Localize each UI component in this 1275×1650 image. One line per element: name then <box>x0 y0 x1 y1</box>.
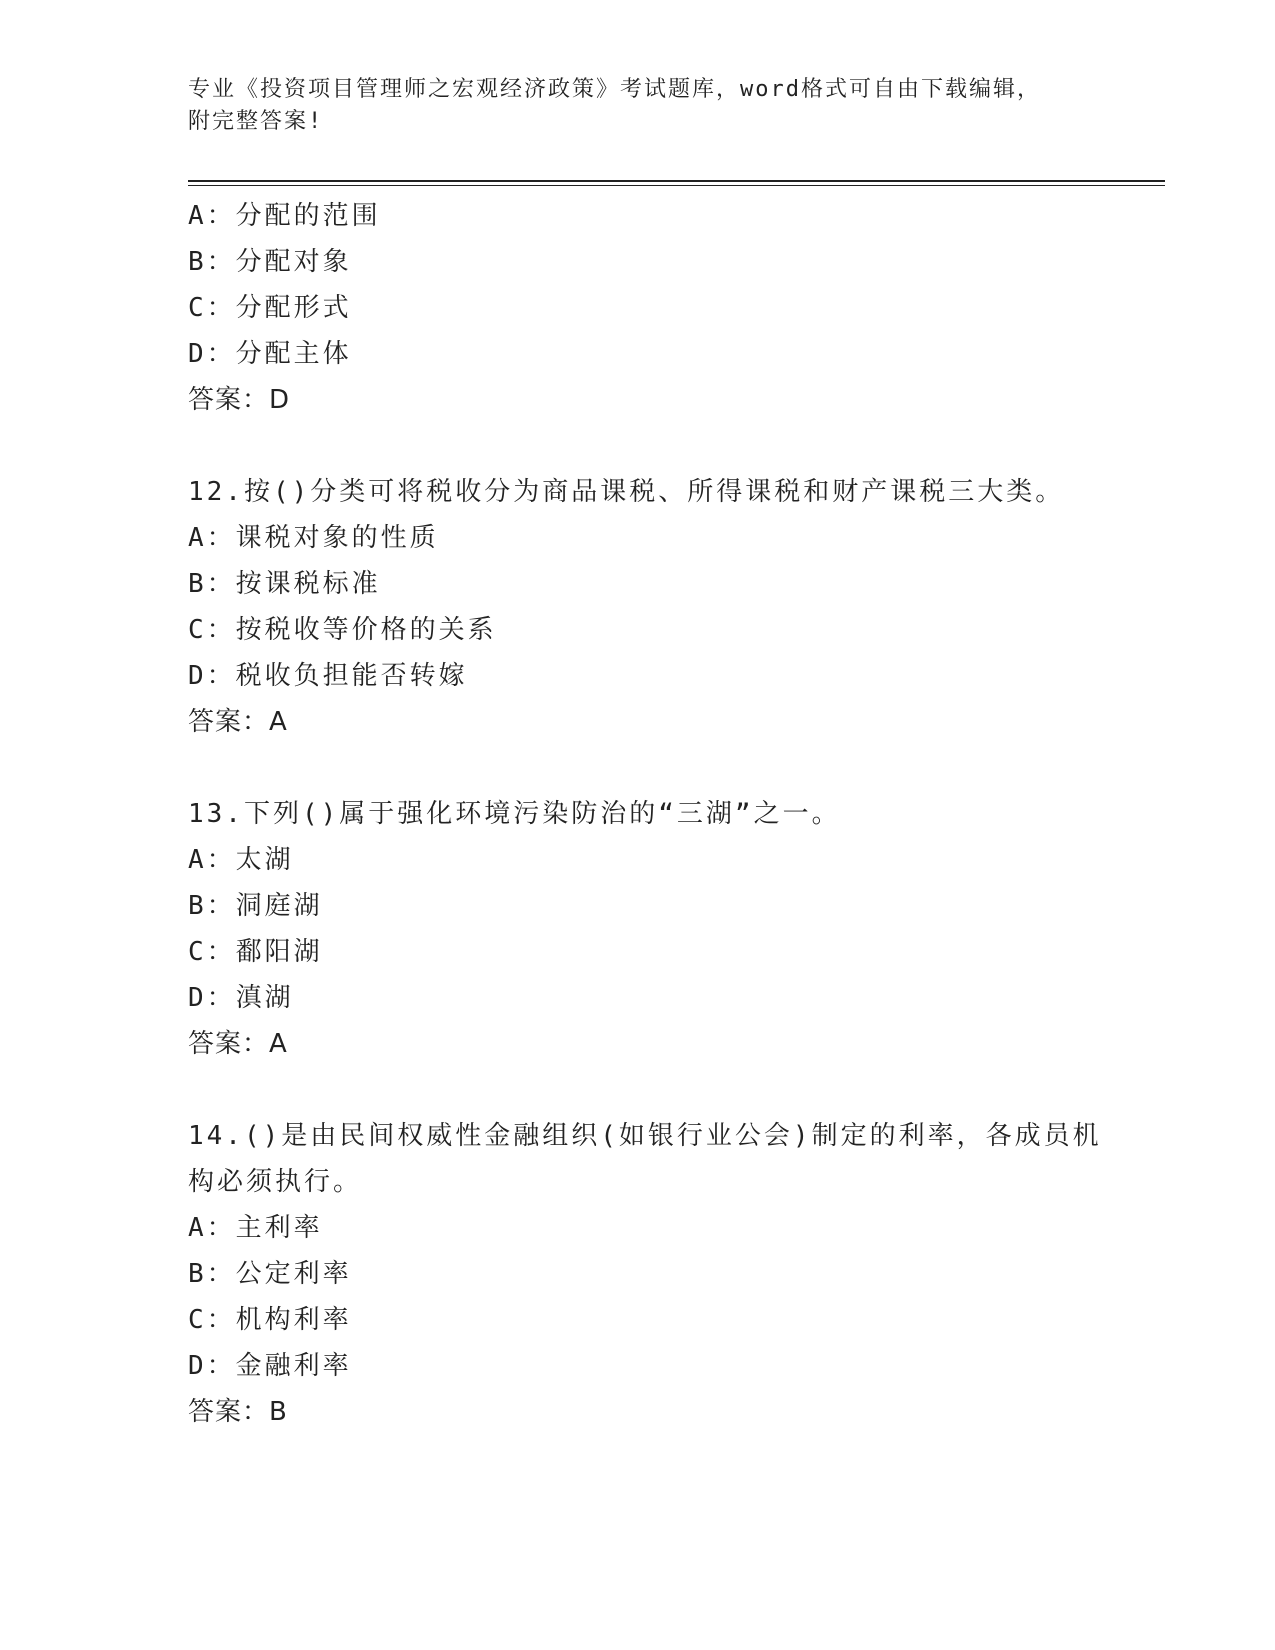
answer-line: 答案：D <box>188 385 291 415</box>
header-line-1: 专业《投资项目管理师之宏观经济政策》考试题库，word格式可自由下载编辑， <box>188 77 1041 102</box>
option-a: A：主利率 <box>188 1213 323 1243</box>
answer-line: 答案：B <box>188 1397 288 1427</box>
header-divider-thick <box>188 180 1165 182</box>
option-a: A：课税对象的性质 <box>188 523 439 553</box>
option-d: D：税收负担能否转嫁 <box>188 661 468 691</box>
option-a: A：太湖 <box>188 845 294 875</box>
option-d: D：金融利率 <box>188 1351 352 1381</box>
question-13 <box>188 791 1088 1067</box>
header-line-2: 附完整答案! <box>188 109 324 134</box>
option-c: C：鄱阳湖 <box>188 937 323 967</box>
question-12 <box>188 469 1088 745</box>
option-c: C：机构利率 <box>188 1305 352 1335</box>
option-d: D：滇湖 <box>188 983 294 1013</box>
option-a: A：分配的范围 <box>188 201 381 231</box>
option-b: B：按课税标准 <box>188 569 381 599</box>
option-d: D：分配主体 <box>188 339 352 369</box>
document-header <box>188 74 1088 138</box>
question-text: 12.按()分类可将税收分为商品课税、所得课税和财产课税三大类。 <box>188 477 1065 507</box>
option-b: B：公定利率 <box>188 1259 352 1289</box>
header-divider-thin <box>188 185 1165 186</box>
option-c: C：按税收等价格的关系 <box>188 615 497 645</box>
question-14 <box>188 1113 1102 1435</box>
question-11-continued <box>188 193 1088 423</box>
option-b: B：洞庭湖 <box>188 891 323 921</box>
question-text-line-1: 14.()是由民间权威性金融组织(如银行业公会)制定的利率，各成员机 <box>188 1121 1102 1151</box>
question-text-line-2: 构必须执行。 <box>188 1167 363 1197</box>
option-c: C：分配形式 <box>188 293 352 323</box>
question-list <box>188 193 1102 1435</box>
answer-line: 答案：A <box>188 1029 288 1059</box>
answer-line: 答案：A <box>188 707 288 737</box>
option-b: B：分配对象 <box>188 247 352 277</box>
question-text: 13.下列()属于强化环境污染防治的“三湖”之一。 <box>188 799 841 829</box>
